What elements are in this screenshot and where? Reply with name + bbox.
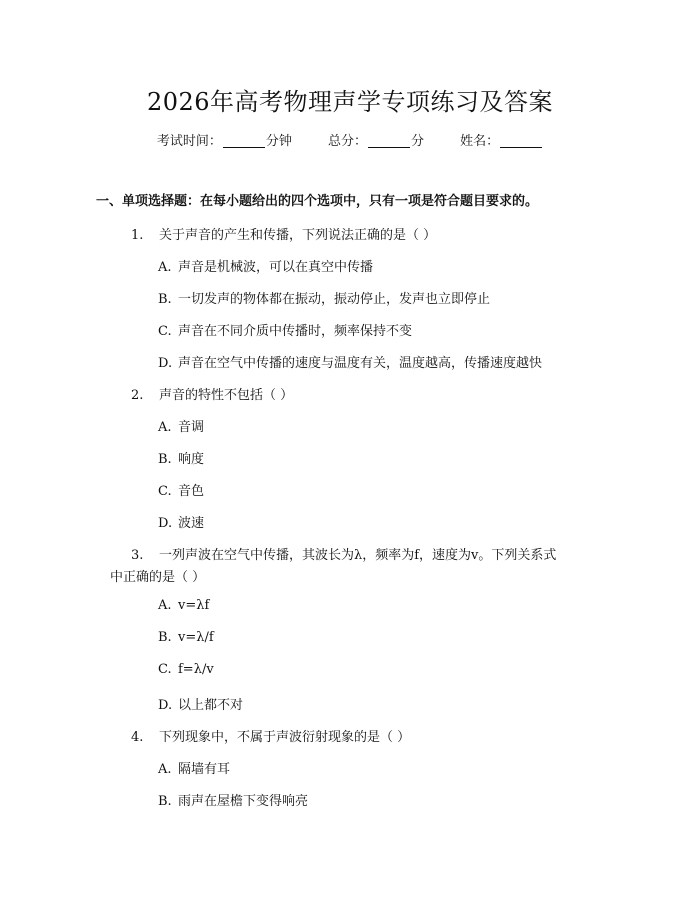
option-letter: A. [158, 420, 172, 435]
student-name-field [460, 130, 543, 149]
question-number: 4. [131, 730, 144, 745]
option-text: 声音在空气中传播的速度与温度有关，温度越高，传播速度越快 [178, 356, 543, 371]
exam-time-label: 考试时间： [156, 134, 222, 149]
question-text: 关于声音的产生和传播，下列说法正确的是（ ） [159, 228, 437, 243]
option-letter: A. [158, 598, 172, 613]
option-text: 一切发声的物体都在振动，振动停止，发声也立即停止 [178, 292, 491, 307]
question-2-option-a [158, 416, 204, 435]
question-text: 一列声波在空气中传播，其波长为λ，频率为f，速度为v。下列关系式 [159, 548, 557, 563]
question-1-option-c [158, 320, 412, 339]
option-letter: C. [158, 662, 172, 677]
option-letter: B. [158, 452, 172, 467]
total-score-field [328, 130, 424, 149]
option-letter: B. [158, 794, 172, 809]
option-text: 音色 [178, 484, 205, 499]
student-name-blank [500, 133, 542, 148]
question-text: 声音的特性不包括（ ） [159, 388, 294, 403]
option-letter: C. [158, 324, 172, 339]
question-3-option-a [158, 598, 209, 613]
question-3-option-b [158, 630, 214, 645]
section-heading: 一、单项选择题：在每小题给出的四个选项中，只有一项是符合题目要求的。 [96, 194, 539, 209]
question-2-option-c [158, 480, 204, 499]
option-text: f=λ/v [178, 662, 214, 677]
option-text: 隔墙有耳 [178, 762, 231, 777]
question-1-option-b [158, 288, 490, 307]
option-letter: C. [158, 484, 172, 499]
question-1-option-d [158, 352, 542, 371]
option-text: 波速 [178, 516, 205, 531]
total-score-blank [368, 133, 410, 148]
option-letter: B. [158, 292, 172, 307]
option-text: 声音是机械波，可以在真空中传播 [178, 260, 374, 275]
option-letter: D. [158, 698, 173, 713]
question-2-option-b [158, 448, 204, 467]
option-text: 响度 [178, 452, 205, 467]
question-4-option-b [158, 790, 308, 809]
question-2-option-d [158, 512, 204, 531]
exam-time-blank [223, 133, 265, 148]
student-name-label: 姓名： [460, 134, 500, 149]
question-3 [131, 544, 556, 563]
total-score-label: 总分： [327, 134, 367, 149]
question-number: 1. [131, 228, 144, 243]
question-number: 3. [131, 548, 144, 563]
total-score-unit: 分 [411, 134, 425, 149]
exam-info-line [0, 130, 700, 149]
question-2 [131, 384, 293, 403]
option-letter: D. [158, 516, 173, 531]
question-4 [131, 726, 410, 745]
option-letter: A. [158, 762, 172, 777]
option-text: 以上都不对 [178, 698, 244, 713]
question-4-option-a [158, 758, 230, 777]
question-1-option-a [158, 256, 373, 275]
option-text: 声音在不同介质中传播时，频率保持不变 [178, 324, 413, 339]
document-title: 2026年高考物理声学专项练习及答案 [146, 88, 554, 116]
option-letter: B. [158, 630, 172, 645]
option-text: 雨声在屋檐下变得响亮 [178, 794, 309, 809]
option-letter: A. [158, 260, 172, 275]
option-letter: D. [158, 356, 173, 371]
question-3-option-d [158, 694, 243, 713]
question-3-text-continued: 中正确的是（ ） [110, 570, 206, 585]
option-text: 音调 [178, 420, 205, 435]
option-text: v=λf [178, 598, 210, 613]
option-text: v=λ/f [178, 630, 214, 645]
exam-time-field [157, 130, 292, 149]
question-text: 下列现象中，不属于声波衍射现象的是（ ） [159, 730, 411, 745]
question-number: 2. [131, 388, 144, 403]
exam-time-unit: 分钟 [265, 134, 292, 149]
question-3-option-c [158, 662, 214, 677]
question-1 [131, 224, 436, 243]
